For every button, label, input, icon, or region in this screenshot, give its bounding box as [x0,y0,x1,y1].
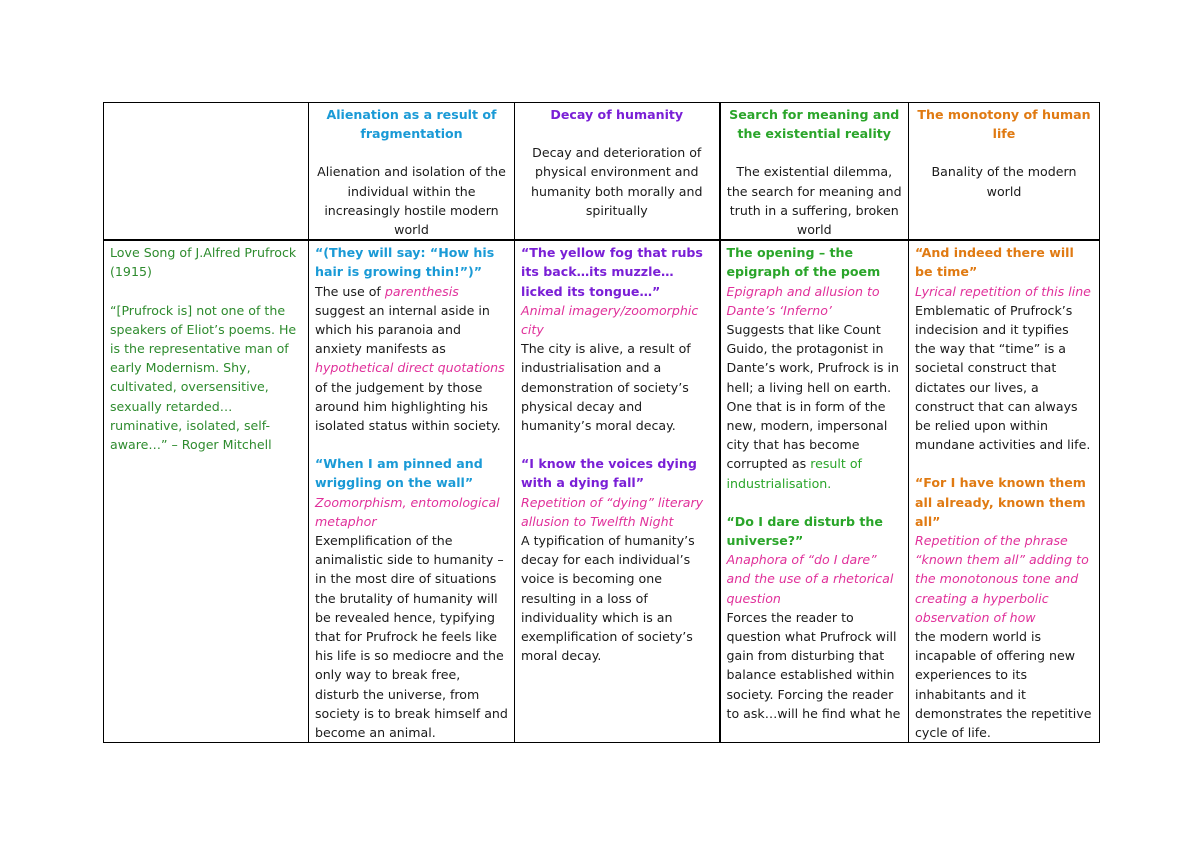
technique-label: Lyrical repetition of this line [915,283,1091,299]
analysis-text-part: The use of [315,283,385,299]
header-cell-decay [515,103,720,241]
poem-cell [104,240,309,743]
header-cell-search [720,103,909,241]
technique-label: hypothetical direct quotations [315,360,505,376]
poem-quotation: “I know the voices dying with a dying fall” [521,456,697,491]
technique-label: Epigraph and allusion to Dante’s ‘Inferno’ [726,283,880,318]
technique-label: Repetition of the phrase “known them all” adding to the monotonous tone and creating a hyperbolic observation of how [915,533,1089,625]
technique-label: Anaphora of “do I dare” and the use of a rhetorical question [726,552,894,606]
technique-label: Animal imagery/zoomorphic city [521,302,699,338]
theme-title: The monotony of human life [917,107,1091,142]
analysis-text-part: Suggests that like Count Guido, the protagonist in Dante’s work, Prufrock is in hell; a living hell on earth. One that is in form of the new, modern, impersonal city that has become corrupted as [726,322,899,472]
search-analysis-cell [720,240,909,743]
poem-quotation: “The yellow fog that rubs its back…its muzzle…licked its tongue…” [521,245,703,299]
technique-inline: parenthesis [384,283,459,299]
analysis-text: Forces the reader to question what Prufrock will gain from disturbing that balance established within society. Forcing the reader to ask…will he find what he [726,609,901,721]
theme-title: Alienation as a result of fragmentation [326,107,497,142]
analysis-text: A typification of humanity’s decay for each individual’s voice is becoming one resulting in a loss of individuality which is an exemplification of society’s moral decay. [521,533,695,664]
critic-quote: “[Prufrock is] not one of the speakers of Eliot’s poems. He is the representative man of early Modernism. Shy, cultivated, oversensitive, sexually retarded…ruminative, isolated, self-aware…” – Roger Mitchell [110,302,297,453]
theme-description: Decay and deterioration of physical environment and humanity both morally and spiritually [531,145,703,218]
analysis-text: of the judgement by those around him highlighting his isolated status within society. [315,379,501,434]
theme-description: Banality of the modern world [931,164,1077,199]
technique-label: Repetition of “dying” literary allusion to Twelfth Night [521,494,704,529]
analysis-text: The city is alive, a result of industrialisation and a demonstration of society’s physical decay and humanity’s moral decay. [521,341,691,434]
analysis-text [315,282,508,301]
theme-description: The existential dilemma, the search for meaning and truth in a suffering, broken world [726,164,902,238]
monotony-analysis-cell [909,240,1100,743]
header-row [104,103,1100,241]
poem-quotation: “Do I dare disturb the universe?” [726,513,883,549]
header-cell-monotony [909,103,1100,241]
decay-analysis-cell [515,240,720,743]
technique-label: Zoomorphism, entomological metaphor [315,494,500,529]
analysis-text: Exemplification of the animalistic side to humanity – in the most dire of situations the brutality of humanity will be revealed hence, typifying that for Prufrock he feels like his life is so mediocre and the only way to break free, disturb the universe, from society is to break himself and become an animal. [315,533,508,741]
poem-quotation: “For I have known them all already, known them all” [915,475,1086,529]
alienation-analysis-cell [309,240,515,743]
poem-quotation: “And indeed there will be time” [915,245,1074,280]
analysis-text-highlight: result of industrialisation. [726,456,862,491]
analysis-row [104,240,1100,743]
analysis-text: Emblematic of Prufrock’s indecision and it typifies the way that “time” is a societal construct that dictates our lives, a construct that can always be relied upon within mundane activities and life. [915,302,1091,453]
analysis-text [727,320,903,493]
poem-quotation: The opening – the epigraph of the poem [726,245,881,280]
theme-description: Alienation and isolation of the individual within the increasingly hostile modern world [317,164,506,238]
poem-quotation: “(They will say: “How his hair is growing thin!”)” [315,245,495,280]
analysis-text: suggest an internal aside in which his paranoia and anxiety manifests as [315,302,490,357]
themes-table [103,102,1100,743]
theme-title: Search for meaning and the existential reality [729,107,900,142]
analysis-text: the modern world is incapable of offering new experiences to its inhabitants and it demonstrates the repetitive cycle of life. [915,629,1092,741]
empty-corner-cell [104,103,309,241]
theme-title: Decay of humanity [550,107,684,122]
header-cell-alienation [309,103,515,241]
poem-title: Love Song of J.Alfred Prufrock (1915) [110,245,297,280]
poem-quotation: “When I am pinned and wriggling on the wall” [315,456,483,491]
